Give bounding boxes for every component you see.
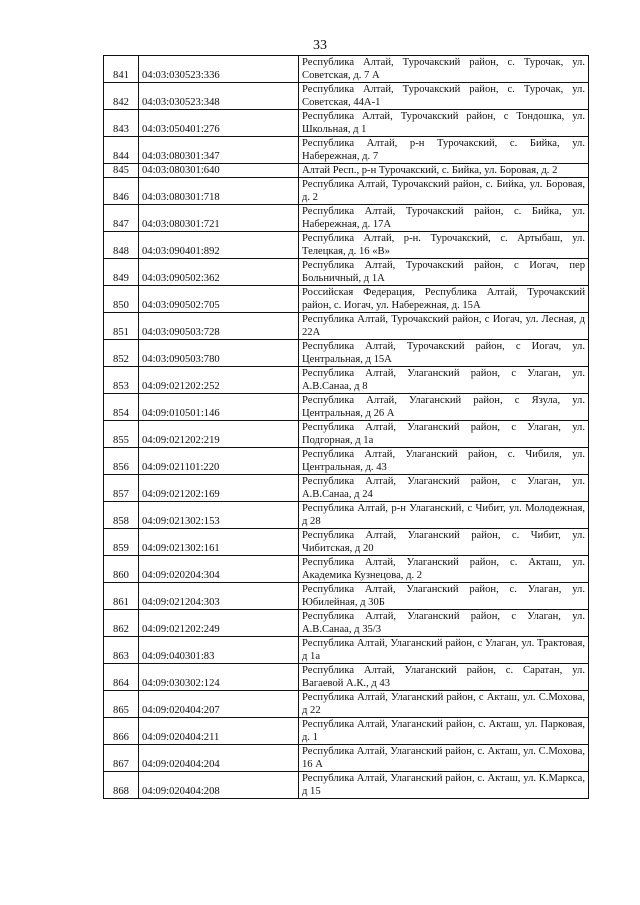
row-number: 851 xyxy=(104,313,139,340)
row-number: 853 xyxy=(104,367,139,394)
table-row xyxy=(104,448,589,475)
row-number: 841 xyxy=(104,56,139,83)
cadastral-number: 04:09:020404:208 xyxy=(139,772,299,799)
cadastral-number: 04:03:090503:728 xyxy=(139,313,299,340)
address: Республика Алтай, Турочакский район, с. Бийка, ул. Набережная, д. 17А xyxy=(299,205,589,232)
table-row xyxy=(104,529,589,556)
cadastral-number: 04:09:020204:304 xyxy=(139,556,299,583)
cadastral-number: 04:09:021202:219 xyxy=(139,421,299,448)
registry-table-body xyxy=(104,56,589,799)
row-number: 859 xyxy=(104,529,139,556)
table-row xyxy=(104,610,589,637)
cadastral-number: 04:09:020404:211 xyxy=(139,718,299,745)
row-number: 847 xyxy=(104,205,139,232)
table-row xyxy=(104,772,589,799)
table-row xyxy=(104,394,589,421)
table-row xyxy=(104,178,589,205)
table-row xyxy=(104,232,589,259)
row-number: 868 xyxy=(104,772,139,799)
cadastral-number: 04:09:021202:252 xyxy=(139,367,299,394)
cadastral-number: 04:03:080301:347 xyxy=(139,137,299,164)
address: Республика Алтай, Улаганский район, с. Улаган, ул. Юбилейная, д 30Б xyxy=(299,583,589,610)
table-row xyxy=(104,664,589,691)
address: Республика Алтай, Улаганский район, с. Акташ, ул. Академика Кузнецова, д. 2 xyxy=(299,556,589,583)
cadastral-number: 04:09:021101:220 xyxy=(139,448,299,475)
cadastral-number: 04:09:020404:204 xyxy=(139,745,299,772)
cadastral-number: 04:09:040301:83 xyxy=(139,637,299,664)
cadastral-number: 04:03:090503:780 xyxy=(139,340,299,367)
cadastral-number: 04:09:010501:146 xyxy=(139,394,299,421)
address: Республика Алтай, Улаганский район, с. Чибит, ул. Чибитская, д 20 xyxy=(299,529,589,556)
address: Республика Алтай, Улаганский район, с. Чибиля, ул. Центральная, д. 43 xyxy=(299,448,589,475)
row-number: 846 xyxy=(104,178,139,205)
row-number: 854 xyxy=(104,394,139,421)
table-row xyxy=(104,56,589,83)
cadastral-number: 04:09:021302:153 xyxy=(139,502,299,529)
cadastral-number: 04:03:080301:721 xyxy=(139,205,299,232)
cadastral-number: 04:09:021302:161 xyxy=(139,529,299,556)
cadastral-number: 04:09:030302:124 xyxy=(139,664,299,691)
row-number: 864 xyxy=(104,664,139,691)
address: Республика Алтай, Улаганский район, с Улаган, ул. А.В.Санаа, д 35/3 xyxy=(299,610,589,637)
cadastral-number: 04:03:080301:718 xyxy=(139,178,299,205)
cadastral-number: 04:09:021202:249 xyxy=(139,610,299,637)
row-number: 860 xyxy=(104,556,139,583)
table-row xyxy=(104,637,589,664)
table-row xyxy=(104,137,589,164)
address: Республика Алтай, Улаганский район, с Улаган, ул. Трактовая, д 1а xyxy=(299,637,589,664)
address: Алтай Респ., р-н Турочакский, с. Бийка, ул. Боровая, д. 2 xyxy=(299,164,589,178)
address: Республика Алтай, Турочакский район, с. Турочак, ул. Советская, 44А-1 xyxy=(299,83,589,110)
address: Республика Алтай, Улаганский район, с Улаган, ул. А.В.Санаа, д 24 xyxy=(299,475,589,502)
row-number: 845 xyxy=(104,164,139,178)
address: Республика Алтай, Турочакский район, с Иогач, ул. Центральная, д 15А xyxy=(299,340,589,367)
row-number: 857 xyxy=(104,475,139,502)
table-row xyxy=(104,205,589,232)
table-row xyxy=(104,718,589,745)
row-number: 866 xyxy=(104,718,139,745)
row-number: 862 xyxy=(104,610,139,637)
table-row xyxy=(104,286,589,313)
row-number: 849 xyxy=(104,259,139,286)
table-row xyxy=(104,475,589,502)
row-number: 850 xyxy=(104,286,139,313)
address: Республика Алтай, Турочакский район, с. Бийка, ул. Боровая, д. 2 xyxy=(299,178,589,205)
page-number: 33 xyxy=(313,38,327,53)
address: Республика Алтай, Улаганский район, с Улаган, ул. Подгорная, д 1а xyxy=(299,421,589,448)
address: Республика Алтай, Улаганский район, с Улаган, ул. А.В.Санаа, д 8 xyxy=(299,367,589,394)
row-number: 858 xyxy=(104,502,139,529)
row-number: 867 xyxy=(104,745,139,772)
table-row xyxy=(104,367,589,394)
cadastral-number: 04:03:030523:348 xyxy=(139,83,299,110)
address: Республика Алтай, Улаганский район, с. Акташ, ул. Парковая, д. 1 xyxy=(299,718,589,745)
address: Республика Алтай, р-н Турочакский, с. Бийка, ул. Набережная, д. 7 xyxy=(299,137,589,164)
table-row xyxy=(104,421,589,448)
address: Республика Алтай, Улаганский район, с. Акташ, ул. К.Маркса, д 15 xyxy=(299,772,589,799)
cadastral-number: 04:03:080301:640 xyxy=(139,164,299,178)
row-number: 856 xyxy=(104,448,139,475)
row-number: 848 xyxy=(104,232,139,259)
address: Республика Алтай, Турочакский район, с Иогач, пер Больничный, д 1А xyxy=(299,259,589,286)
table-row xyxy=(104,691,589,718)
registry-table xyxy=(103,55,589,799)
cadastral-number: 04:03:090502:362 xyxy=(139,259,299,286)
cadastral-number: 04:03:090502:705 xyxy=(139,286,299,313)
address: Республика Алтай, р-н. Турочакский, с. Артыбаш, ул. Телецкая, д. 16 «В» xyxy=(299,232,589,259)
table-row xyxy=(104,83,589,110)
address: Республика Алтай, Улаганский район, с Акташ, ул. С.Мохова, д 22 xyxy=(299,691,589,718)
table-row xyxy=(104,583,589,610)
address: Республика Алтай, Улаганский район, с. Акташ, ул. С.Мохова, 16 А xyxy=(299,745,589,772)
row-number: 865 xyxy=(104,691,139,718)
address: Республика Алтай, р-н Улаганский, с Чибит, ул. Молодежная, д 28 xyxy=(299,502,589,529)
address: Республика Алтай, Турочакский район, с Иогач, ул. Лесная, д 22А xyxy=(299,313,589,340)
row-number: 842 xyxy=(104,83,139,110)
table-row xyxy=(104,313,589,340)
address: Республика Алтай, Улаганский район, с Язула, ул. Центральная, д 26 А xyxy=(299,394,589,421)
row-number: 843 xyxy=(104,110,139,137)
cadastral-number: 04:09:021202:169 xyxy=(139,475,299,502)
table-row xyxy=(104,502,589,529)
row-number: 861 xyxy=(104,583,139,610)
table-row xyxy=(104,745,589,772)
cadastral-number: 04:03:030523:336 xyxy=(139,56,299,83)
table-row xyxy=(104,110,589,137)
row-number: 852 xyxy=(104,340,139,367)
row-number: 844 xyxy=(104,137,139,164)
address: Республика Алтай, Турочакский район, с. Турочак, ул. Советская, д. 7 А xyxy=(299,56,589,83)
row-number: 863 xyxy=(104,637,139,664)
cadastral-number: 04:03:090401:892 xyxy=(139,232,299,259)
cadastral-number: 04:09:020404:207 xyxy=(139,691,299,718)
table-row xyxy=(104,259,589,286)
cadastral-number: 04:09:021204:303 xyxy=(139,583,299,610)
table-row xyxy=(104,340,589,367)
row-number: 855 xyxy=(104,421,139,448)
cadastral-number: 04:03:050401:276 xyxy=(139,110,299,137)
table-row xyxy=(104,556,589,583)
address: Российская Федерация, Республика Алтай, Турочакский район, с. Иогач, ул. Набережная, д. 15А xyxy=(299,286,589,313)
address: Республика Алтай, Улаганский район, с. Саратан, ул. Вагаевой А.К., д 43 xyxy=(299,664,589,691)
address: Республика Алтай, Турочакский район, с Тондошка, ул. Школьная, д 1 xyxy=(299,110,589,137)
table-row xyxy=(104,164,589,178)
